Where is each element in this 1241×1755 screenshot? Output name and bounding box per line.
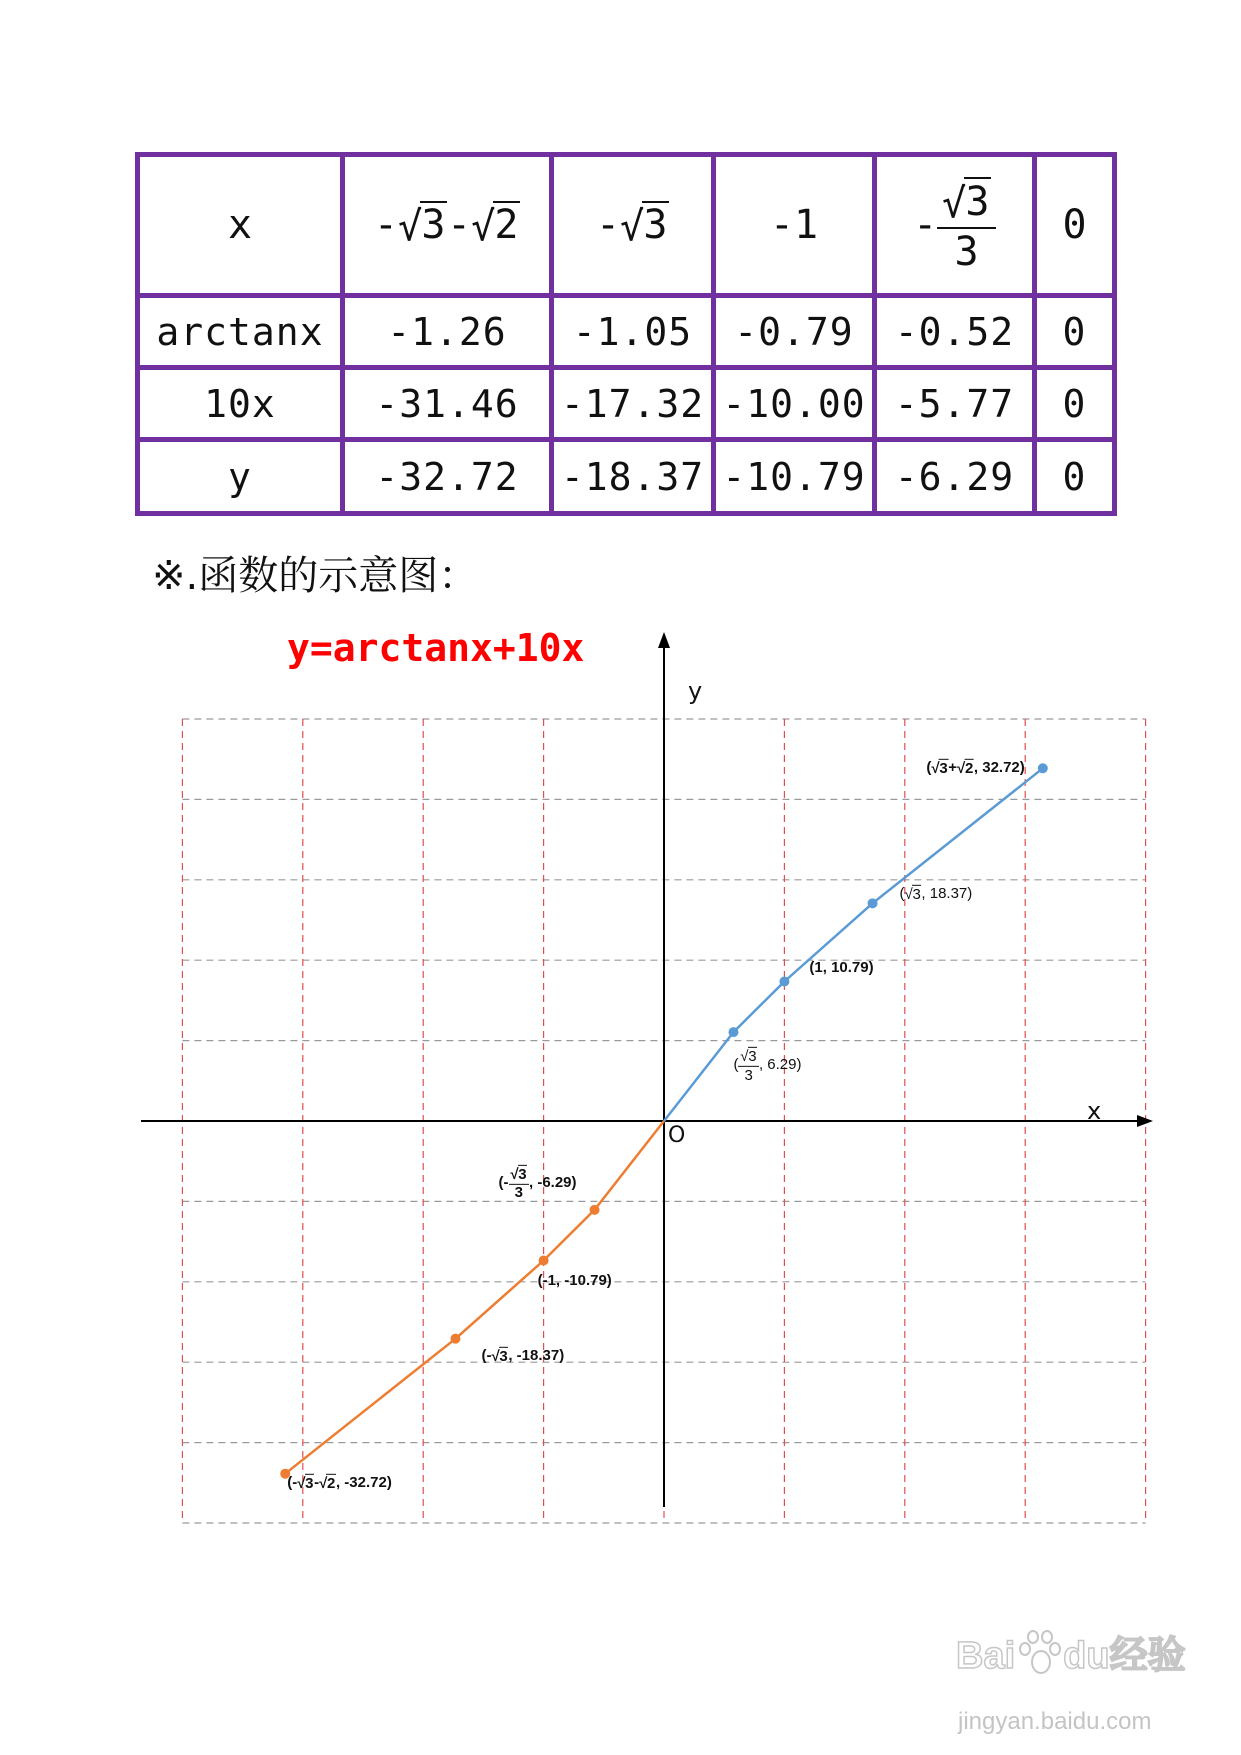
expression-text: 3 <box>514 1184 523 1202</box>
header-cell <box>875 155 1035 296</box>
radicand: 2 <box>964 759 974 777</box>
table-cell: -32.72 <box>343 440 552 514</box>
square-root <box>942 177 991 225</box>
table-header-row <box>138 155 1115 296</box>
fraction <box>937 177 996 273</box>
data-point <box>728 1027 738 1037</box>
table-cell: -17.32 <box>552 368 714 440</box>
expression-text: -1 <box>769 202 819 248</box>
radicand: 3 <box>305 1474 314 1492</box>
expression-text: , -6.29) <box>528 1173 577 1191</box>
data-label <box>538 1272 612 1289</box>
table-cell: -1.26 <box>343 296 552 368</box>
table-row-arctanx <box>138 296 1115 368</box>
square-root <box>510 1165 527 1183</box>
square-root <box>905 885 922 903</box>
square-root <box>931 759 948 777</box>
square-root <box>398 201 447 249</box>
table-cell: -10.00 <box>714 368 875 440</box>
table-cell: -31.46 <box>343 368 552 440</box>
expression-text: 0 <box>1062 202 1087 248</box>
radical-sign: √ <box>931 759 940 777</box>
data-label <box>733 1047 801 1083</box>
data-label <box>499 1165 577 1201</box>
data-point <box>450 1334 460 1344</box>
radical-sign: √ <box>620 204 645 251</box>
table-cell: -0.52 <box>875 296 1035 368</box>
header-cell <box>714 155 875 296</box>
data-point <box>868 898 878 908</box>
data-point <box>779 976 789 986</box>
expression-text: - <box>447 202 472 248</box>
paw-toe <box>1019 1642 1031 1656</box>
math-expression <box>596 201 669 249</box>
expression-text: + <box>948 759 958 777</box>
chart-plot-area <box>0 620 1241 1540</box>
fraction-numerator <box>937 177 996 229</box>
data-label <box>481 1346 564 1364</box>
paw-pad <box>1031 1650 1051 1674</box>
fraction-numerator <box>738 1047 758 1067</box>
data-label <box>926 759 1024 777</box>
radicand: 2 <box>327 1474 336 1492</box>
square-root <box>471 201 520 249</box>
row-label: y <box>138 440 343 514</box>
expression-text: 3 <box>954 228 979 275</box>
header-cell <box>343 155 552 296</box>
expression-text: (- <box>287 1473 298 1491</box>
series-line <box>664 768 1043 1121</box>
data-label <box>809 960 873 977</box>
radical-sign: √ <box>297 1474 306 1492</box>
expression-text: ( <box>899 885 905 903</box>
expression-text: - <box>595 202 621 248</box>
radicand: 3 <box>518 1165 527 1183</box>
data-point <box>1038 763 1048 773</box>
row-label: arctanx <box>138 296 343 368</box>
fraction-numerator <box>509 1165 529 1185</box>
expression-text: ( <box>733 1055 739 1073</box>
header-cell <box>1035 155 1115 296</box>
radicand: 3 <box>643 202 668 249</box>
radicand: 3 <box>912 886 921 904</box>
data-point <box>539 1256 549 1266</box>
table-cell: 0 <box>1035 296 1115 368</box>
data-label <box>287 1474 392 1492</box>
table-cell: -5.77 <box>875 368 1035 440</box>
radical-sign: √ <box>319 1474 328 1492</box>
math-expression <box>374 201 520 249</box>
square-root <box>620 201 669 249</box>
expression-text: , -18.37) <box>508 1346 565 1364</box>
series-line <box>285 1121 664 1474</box>
table-cell: -10.79 <box>714 440 875 514</box>
radical-sign: √ <box>942 180 967 227</box>
y-axis-label: y <box>688 677 703 705</box>
square-root <box>491 1346 508 1364</box>
expression-text: (- <box>481 1346 492 1364</box>
table-cell: 0 <box>1035 368 1115 440</box>
expression-text: 3 <box>744 1066 753 1084</box>
fraction <box>509 1165 529 1201</box>
fraction-denominator <box>515 1185 523 1201</box>
fraction-denominator <box>954 229 978 273</box>
logo-text-right: du <box>1063 1635 1110 1677</box>
x-axis-label: x <box>1087 1097 1102 1125</box>
paw-toe <box>1027 1630 1039 1644</box>
math-expression <box>228 202 252 248</box>
radical-sign: √ <box>398 204 423 251</box>
table-cell: -1.05 <box>552 296 714 368</box>
radicand: 3 <box>748 1047 757 1065</box>
square-root <box>957 759 974 777</box>
baidu-jingyan-logo <box>956 1628 1186 1678</box>
table-cell: -6.29 <box>875 440 1035 514</box>
square-root <box>740 1047 757 1065</box>
paw-icon <box>1017 1628 1061 1678</box>
table-cell: -0.79 <box>714 296 875 368</box>
header-cell-x <box>138 155 343 296</box>
table-row-y <box>138 440 1115 514</box>
expression-text: , 32.72) <box>973 759 1025 777</box>
expression-text: (- <box>498 1173 509 1191</box>
table-row-10x <box>138 368 1115 440</box>
radical-sign: √ <box>491 1347 500 1365</box>
math-expression <box>1062 202 1086 248</box>
y-axis-arrow <box>658 632 670 648</box>
expression-text: ( <box>926 759 932 777</box>
origin-label: O <box>668 1123 686 1148</box>
expression-text: (1, 10.79) <box>809 959 874 977</box>
radical-sign: √ <box>904 886 913 903</box>
radicand: 3 <box>965 178 990 225</box>
radicand: 3 <box>939 759 948 777</box>
expression-text: - <box>913 202 938 248</box>
table-cell: -18.37 <box>552 440 714 514</box>
expression-text: - <box>373 202 399 248</box>
logo-text-left: Bai <box>956 1635 1016 1677</box>
expression-text: , 18.37) <box>921 885 973 903</box>
radicand: 3 <box>499 1347 508 1365</box>
section-heading: ※.函数的示意图： <box>152 553 479 599</box>
radical-sign: √ <box>510 1165 519 1183</box>
radical-sign: √ <box>740 1047 749 1065</box>
function-chart <box>0 620 1241 1540</box>
expression-text: (-1, -10.79) <box>537 1271 612 1289</box>
watermark-url: jingyan.baidu.com <box>958 1708 1152 1735</box>
data-label <box>900 885 973 903</box>
expression-text: , -32.72) <box>335 1473 392 1491</box>
square-root <box>319 1474 336 1492</box>
expression-text: , 6.29) <box>758 1055 802 1073</box>
expression-text: - <box>314 1473 320 1491</box>
chart-title: y=arctanx+10x <box>287 626 585 670</box>
header-cell <box>552 155 714 296</box>
expression-text: x <box>227 202 253 248</box>
radicand: 3 <box>421 202 446 249</box>
paw-toe <box>1049 1642 1061 1656</box>
row-label: 10x <box>138 368 343 440</box>
data-point <box>590 1205 600 1215</box>
values-table <box>135 152 1117 516</box>
table-cell: 0 <box>1035 440 1115 514</box>
radicand: 2 <box>494 202 519 249</box>
radical-sign: √ <box>471 204 496 251</box>
fraction <box>738 1047 758 1083</box>
logo-text-cn: 经验 <box>1109 1635 1186 1677</box>
radical-sign: √ <box>957 759 966 777</box>
math-expression <box>913 177 996 273</box>
square-root <box>297 1474 314 1492</box>
fraction-denominator <box>745 1067 753 1083</box>
math-expression <box>770 202 818 248</box>
